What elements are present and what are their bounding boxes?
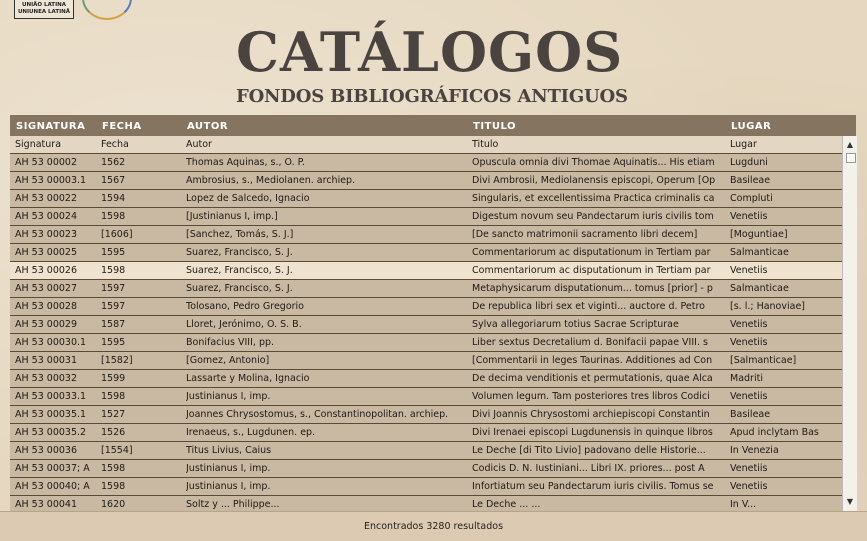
cell-titulo: [Commentarii in leges Taurinas. Additiones ad Con xyxy=(472,355,713,366)
cell-fecha: [1606] xyxy=(101,229,133,240)
cell-fecha: 1587 xyxy=(101,319,126,330)
logo-line-2: UNIUNEA LATINĂ xyxy=(17,9,71,15)
cell-signatura: AH 53 00028 xyxy=(15,301,77,312)
cell-fecha: 1620 xyxy=(101,499,126,510)
table-row[interactable] xyxy=(10,478,842,496)
cell-autor: Lopez de Salcedo, Ignacio xyxy=(186,193,310,204)
cell-autor: [Justinianus I, imp.] xyxy=(186,211,278,222)
cell-fecha: 1598 xyxy=(101,463,126,474)
cell-lugar: Lugduni xyxy=(730,157,768,168)
cell-lugar: Salmanticae xyxy=(730,247,789,258)
column-header-autor[interactable]: AUTOR xyxy=(187,121,229,132)
cell-fecha: 1595 xyxy=(101,247,126,258)
table-row[interactable] xyxy=(10,244,842,262)
cell-lugar: Venetiis xyxy=(730,211,768,222)
column-header-fecha[interactable]: FECHA xyxy=(102,121,142,132)
cell-signatura: AH 53 00040; A xyxy=(15,481,90,492)
cell-titulo: De decima venditionis et permutationis, quae Alca xyxy=(472,373,713,384)
table-row[interactable] xyxy=(10,190,842,208)
cell-titulo: Le Deche ... ... xyxy=(472,499,541,510)
cell-autor: Lassarte y Molina, Ignacio xyxy=(186,373,310,384)
cell-signatura: AH 53 00032 xyxy=(15,373,77,384)
cell-autor: Lloret, Jerónimo, O. S. B. xyxy=(186,319,302,330)
page-subtitle: FONDOS BIBLIOGRÁFICOS ANTIGUOS xyxy=(236,86,628,107)
table-row[interactable] xyxy=(10,226,842,244)
cell-signatura: AH 53 00035.1 xyxy=(15,409,87,420)
cell-lugar: In Venezia xyxy=(730,445,779,456)
cell-autor: Suarez, Francisco, S. J. xyxy=(186,283,293,294)
cell-signatura: AH 53 00023 xyxy=(15,229,77,240)
table-row[interactable] xyxy=(10,352,842,370)
cell-fecha: 1599 xyxy=(101,373,126,384)
cell-titulo: Commentariorum ac disputationum in Tertiam par xyxy=(472,265,711,276)
cell-fecha: Fecha xyxy=(101,139,129,150)
cell-lugar: [Salmanticae] xyxy=(730,355,797,366)
cell-autor: Justinianus I, imp. xyxy=(186,391,271,402)
table-row[interactable] xyxy=(10,388,842,406)
cell-signatura: AH 53 00037; A xyxy=(15,463,90,474)
cell-titulo: De republica libri sex et viginti... auctore d. Petro xyxy=(472,301,705,312)
table-row[interactable] xyxy=(10,172,842,190)
cell-autor: [Sanchez, Tomás, S. J.] xyxy=(186,229,294,240)
cell-titulo: Divi Ambrosii, Mediolanensis episcopi, Operum [Op xyxy=(472,175,716,186)
cell-autor: Bonifacius VIII, pp. xyxy=(186,337,275,348)
cell-lugar: [s. l.; Hanoviae] xyxy=(730,301,806,312)
cell-titulo: Metaphysicarum disputationum... tomus [prior] - p xyxy=(472,283,713,294)
cell-lugar: Venetiis xyxy=(730,481,768,492)
table-row[interactable] xyxy=(10,316,842,334)
cell-lugar: Venetiis xyxy=(730,391,768,402)
cell-fecha: 1567 xyxy=(101,175,126,186)
cell-lugar: Venetiis xyxy=(730,337,768,348)
table-row[interactable] xyxy=(10,370,842,388)
page-title: CATÁLOGOS xyxy=(236,20,624,84)
cell-fecha: 1597 xyxy=(101,301,126,312)
status-bar xyxy=(0,511,867,541)
cell-signatura: AH 53 00029 xyxy=(15,319,77,330)
cell-titulo: Divi Irenaei episcopi Lugdunensis in quinque libros xyxy=(472,427,713,438)
cell-lugar: [Moguntiae] xyxy=(730,229,788,240)
table-row[interactable] xyxy=(10,280,842,298)
column-header-lugar[interactable]: LUGAR xyxy=(731,121,772,132)
cell-lugar: Madriti xyxy=(730,373,763,384)
cell-signatura: AH 53 00022 xyxy=(15,193,77,204)
cell-signatura: AH 53 00003.1 xyxy=(15,175,87,186)
cell-titulo: Le Deche [di Tito Livio] padovano delle Historie... xyxy=(472,445,706,456)
grid-header xyxy=(10,115,856,136)
cell-fecha: 1595 xyxy=(101,337,126,348)
table-row[interactable] xyxy=(10,208,842,226)
cell-signatura: AH 53 00002 xyxy=(15,157,77,168)
cell-titulo: Commentariorum ac disputationum in Tertiam par xyxy=(472,247,711,258)
cell-titulo: Codicis D. N. Iustiniani... Libri IX. priores... post A xyxy=(472,463,705,474)
cell-lugar: Salmanticae xyxy=(730,283,789,294)
cell-lugar: Venetiis xyxy=(730,319,768,330)
cell-signatura: AH 53 00033.1 xyxy=(15,391,87,402)
cell-signatura: AH 53 00041 xyxy=(15,499,77,510)
cell-lugar: Basileae xyxy=(730,175,771,186)
cell-titulo: Digestum novum seu Pandectarum iuris civilis tom xyxy=(472,211,714,222)
cell-fecha: 1598 xyxy=(101,265,126,276)
scroll-up-arrow-icon[interactable]: ▲ xyxy=(844,139,856,151)
filter-row[interactable] xyxy=(10,136,842,154)
cell-titulo: Singularis, et excellentissima Practica criminalis ca xyxy=(472,193,715,204)
cell-lugar: Venetiis xyxy=(730,463,768,474)
cell-autor: Tolosano, Pedro Gregorio xyxy=(186,301,304,312)
table-row[interactable] xyxy=(10,298,842,316)
cell-signatura: AH 53 00026 xyxy=(15,265,77,276)
cell-signatura: AH 53 00027 xyxy=(15,283,77,294)
cell-autor: Irenaeus, s., Lugdunen. ep. xyxy=(186,427,316,438)
table-row[interactable] xyxy=(10,460,842,478)
cell-fecha: [1554] xyxy=(101,445,133,456)
cell-signatura: AH 53 00025 xyxy=(15,247,77,258)
table-row[interactable] xyxy=(10,334,842,352)
cell-autor: Autor xyxy=(186,139,212,150)
cell-signatura: AH 53 00030.1 xyxy=(15,337,87,348)
vertical-scrollbar[interactable] xyxy=(842,136,857,511)
cell-autor: Suarez, Francisco, S. J. xyxy=(186,265,293,276)
cell-lugar: Basileae xyxy=(730,409,771,420)
cell-signatura: AH 53 00024 xyxy=(15,211,77,222)
cell-signatura: AH 53 00036 xyxy=(15,445,77,456)
cell-fecha: 1526 xyxy=(101,427,126,438)
cell-lugar: Lugar xyxy=(730,139,757,150)
column-header-titulo[interactable]: TITULO xyxy=(473,121,516,132)
cell-lugar: Compluti xyxy=(730,193,773,204)
cell-fecha: 1594 xyxy=(101,193,126,204)
cell-signatura: Signatura xyxy=(15,139,62,150)
cell-fecha: 1598 xyxy=(101,391,126,402)
cell-fecha: 1598 xyxy=(101,211,126,222)
table-row[interactable] xyxy=(10,406,842,424)
cell-titulo: Divi Joannis Chrysostomi archiepiscopi Constantin xyxy=(472,409,710,420)
cell-lugar: Apud inclytam Bas xyxy=(730,427,819,438)
cell-autor: Soltz y ... Philippe... xyxy=(186,499,280,510)
cell-autor: Joannes Chrysostomus, s., Constantinopolitan. archiep. xyxy=(186,409,449,420)
cell-autor: [Gomez, Antonio] xyxy=(186,355,270,366)
column-header-signatura[interactable]: SIGNATURA xyxy=(16,121,86,132)
logo-line-1: UNIÃO LATINA xyxy=(22,2,66,8)
cell-autor: Thomas Aquinas, s., O. P. xyxy=(186,157,305,168)
cell-signatura: AH 53 00031 xyxy=(15,355,77,366)
table-row[interactable] xyxy=(10,496,842,511)
table-row[interactable] xyxy=(10,442,842,460)
cell-titulo: Opuscula omnia divi Thomae Aquinatis... His etiam xyxy=(472,157,715,168)
cell-autor: Ambrosius, s., Mediolanen. archiep. xyxy=(186,175,356,186)
scroll-thumb[interactable] xyxy=(846,153,856,163)
cell-fecha: 1562 xyxy=(101,157,126,168)
cell-fecha: 1598 xyxy=(101,481,126,492)
cell-titulo: Volumen legum. Tam posteriores tres libros Codici xyxy=(472,391,710,402)
cell-signatura: AH 53 00035.2 xyxy=(15,427,87,438)
cell-titulo: Titulo xyxy=(472,139,499,150)
cell-fecha: 1597 xyxy=(101,283,126,294)
catalog-grid xyxy=(10,115,856,511)
cell-titulo: [De sancto matrimonii sacramento libri decem] xyxy=(472,229,698,240)
cell-titulo: Infortiatum seu Pandectarum iuris civilis. Tomus se xyxy=(472,481,714,492)
latin-union-logo xyxy=(14,0,74,19)
scroll-down-arrow-icon[interactable]: ▼ xyxy=(844,496,856,508)
cell-autor: Justinianus I, imp. xyxy=(186,463,271,474)
cell-autor: Suarez, Francisco, S. J. xyxy=(186,247,293,258)
cell-fecha: 1527 xyxy=(101,409,126,420)
grid-body xyxy=(10,136,842,511)
table-row[interactable] xyxy=(10,424,842,442)
table-row[interactable] xyxy=(10,262,842,280)
cell-autor: Justinianus I, imp. xyxy=(186,481,271,492)
table-row[interactable] xyxy=(10,154,842,172)
cell-lugar: In V... xyxy=(730,499,757,510)
cell-autor: Titus Livius, Caius xyxy=(186,445,272,456)
cell-fecha: [1582] xyxy=(101,355,133,366)
cell-titulo: Liber sextus Decretalium d. Bonifacii papae VIII. s xyxy=(472,337,708,348)
cell-lugar: Venetiis xyxy=(730,265,768,276)
results-count: Encontrados 3280 resultados xyxy=(363,521,504,532)
cell-titulo: Sylva allegoriarum totius Sacrae Scripturae xyxy=(472,319,679,330)
